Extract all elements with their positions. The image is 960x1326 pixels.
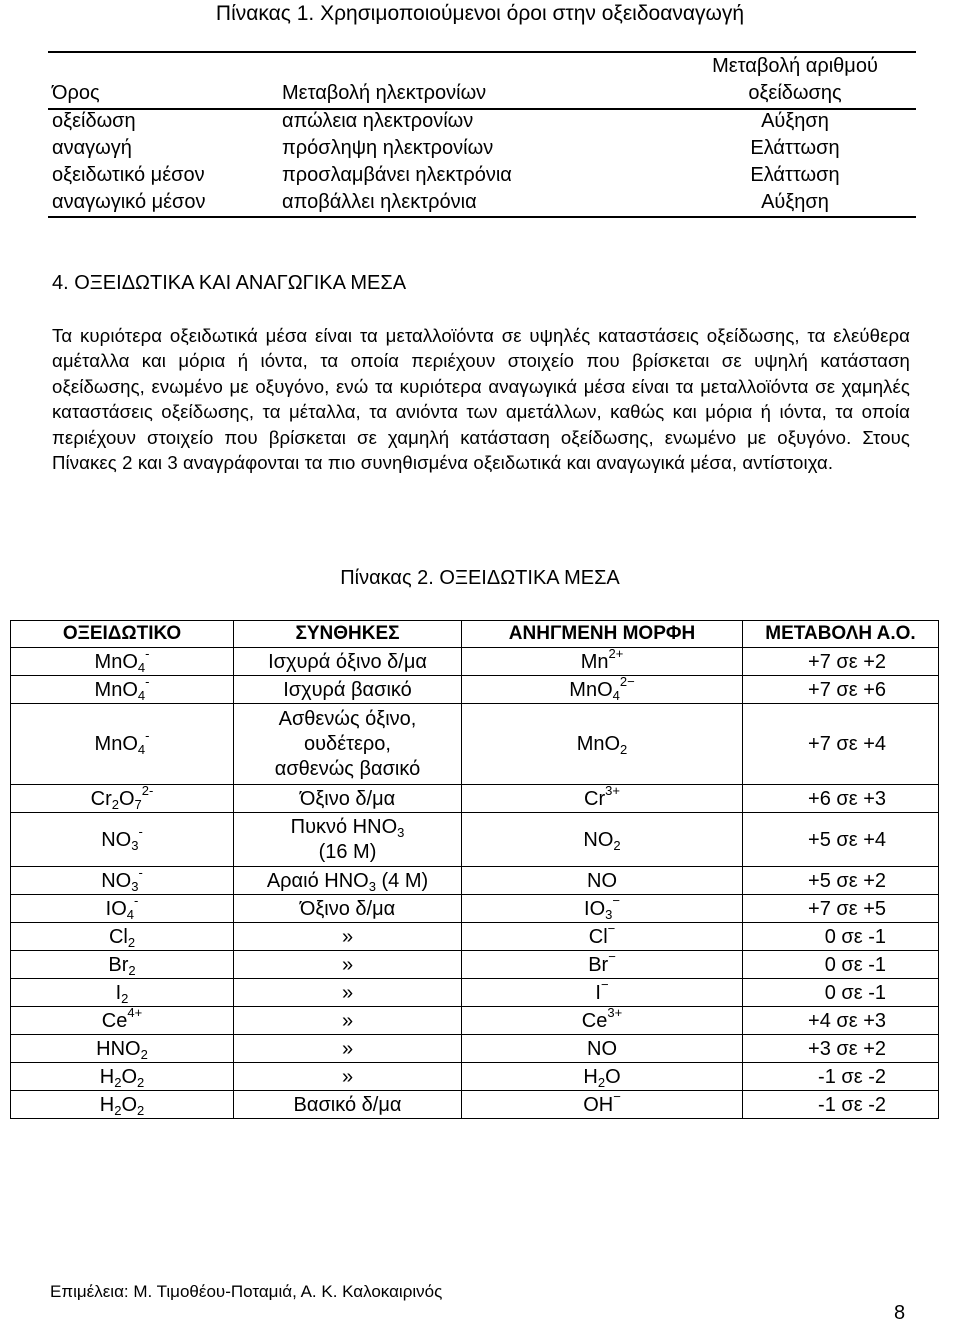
- table-row: [11, 1063, 939, 1091]
- reduced-form-cell: $H_2O$: [462, 1063, 743, 1091]
- oxidizer-cell: MnO$_4$-: [11, 704, 234, 785]
- col-header-reduced-form: ΑΝΗΓΜΕΝΗ ΜΟΡΦΗ: [462, 621, 743, 648]
- ox-change-cell: +7 σε +2: [743, 648, 939, 676]
- t1-header-electrons: Μεταβολή ηλεκτρονίων: [282, 82, 487, 104]
- t1-row-ox: Ελάττωση: [750, 164, 840, 186]
- reduced-form-cell: MnO$_4^{2-}$: [462, 676, 743, 704]
- reduced-form-cell: I−: [462, 979, 743, 1007]
- conditions-cell: »: [234, 951, 462, 979]
- ox-change-cell: +6 σε +3: [743, 785, 939, 813]
- reduced-form-cell: $Mn^{2+}$: [462, 648, 743, 676]
- table-row: [11, 676, 939, 704]
- t1-top-rule: [48, 51, 916, 53]
- conditions-cell: Βασικό δ/μα: [234, 1091, 462, 1119]
- conditions-cell: »: [234, 1035, 462, 1063]
- table-row: [11, 1035, 939, 1063]
- t1-row-ox: Αύξηση: [761, 110, 829, 132]
- table-row: [11, 951, 939, 979]
- oxidizer-cell: $I_2$: [11, 979, 234, 1007]
- oxidizer-cell: $IO_4^-$: [11, 895, 234, 923]
- reduced-form-cell: MnO$_2$: [462, 704, 743, 785]
- ox-change-cell: +5 σε +4: [743, 813, 939, 867]
- oxidizer-cell: MnO$_4$-: [11, 648, 234, 676]
- ox-change-cell: +3 σε +2: [743, 1035, 939, 1063]
- conditions-cell: »: [234, 1007, 462, 1035]
- oxidizer-cell: $H_2O_2$: [11, 1091, 234, 1119]
- body-paragraph: Τα κυριότερα οξειδωτικά μέσα είναι τα μεταλλοϊόντα σε υψηλές καταστάσεις οξείδωσης, τα ελεύθερα αμέταλλα και μόρια ή ιόντα, τα οποία περιέχουν στοιχείο που βρίσκεται σε υψηλή κατάσταση οξείδωσης, ενωμένο με οξυγόνο, ενώ τα κυριότερα αναγωγικά μέσα είναι τα μεταλλοϊόντα σε χαμηλές καταστάσεις οξείδωσης, τα μέταλλα, τα ανιόντα των αμετάλλων, καθώς και μόρια ή ιόντα, τα οποία περιέχουν στοιχείο που βρίσκεται σε χαμηλή κατάσταση οξείδωσης, ενωμένο με οξυγόνο. Στους Πίνακες 2 και 3 αναγράφονται τα πιο συνηθισμένα οξειδωτικά και αναγωγικά μέσα, αντίστοιχα.: [52, 325, 910, 474]
- table2-title: Πίνακας 2. ΟΞΕΙΔΩΤΙΚΑ ΜΕΣΑ: [340, 567, 620, 589]
- page-number: 8: [894, 1302, 906, 1324]
- ox-change-cell: -1 σε -2: [743, 1063, 939, 1091]
- table-row: [11, 979, 939, 1007]
- oxidizer-cell: $HNO_2$: [11, 1035, 234, 1063]
- table-row: [11, 1007, 939, 1035]
- footer-credits: Επιμέλεια: Μ. Τιμοθέου-Ποταμιά, Α. Κ. Καλοκαιρινός: [50, 1282, 443, 1301]
- t1-header-term: Όρος: [52, 82, 100, 104]
- conditions-cell: Αραιό $HNO_3$ (4 M): [234, 867, 462, 895]
- t1-row-term: αναγωγικό μέσον: [52, 191, 206, 213]
- conditions-cell: Ασθενώς όξινο, ουδέτερο, ασθενώς βασικό: [234, 704, 462, 785]
- conditions-cell: »: [234, 1063, 462, 1091]
- conditions-cell: »: [234, 923, 462, 951]
- table-row: [11, 895, 939, 923]
- ox-change-cell: 0 σε -1: [743, 923, 939, 951]
- t1-row-electrons: απώλεια ηλεκτρονίων: [282, 110, 474, 132]
- conditions-cell: Όξινο δ/μα: [234, 785, 462, 813]
- t1-header-ox-line1: Μεταβολή αριθμού: [712, 55, 878, 77]
- conditions-cell: Πυκνό $HNO_3$ (16 M): [234, 813, 462, 867]
- table-row: [11, 923, 939, 951]
- oxidizer-cell: $NO_3^-$: [11, 867, 234, 895]
- col-header-oxidizer: ΟΞΕΙΔΩΤΙΚΟ: [11, 621, 234, 648]
- oxidizer-cell: $H_2O_2$: [11, 1063, 234, 1091]
- ox-change-cell: +7 σε +6: [743, 676, 939, 704]
- table-row: [11, 785, 939, 813]
- oxidizers-table: [10, 620, 939, 1119]
- ox-change-cell: 0 σε -1: [743, 979, 939, 1007]
- oxidizer-cell: $Cr_2O_7^{2-}$: [11, 785, 234, 813]
- ox-change-cell: 0 σε -1: [743, 951, 939, 979]
- col-header-ox-change: ΜΕΤΑΒΟΛΗ Α.Ο.: [743, 621, 939, 648]
- col-header-conditions: ΣΥΝΘΗΚΕΣ: [234, 621, 462, 648]
- ox-change-cell: +7 σε +4: [743, 704, 939, 785]
- t1-header-ox-line2: οξείδωσης: [748, 82, 842, 104]
- t1-row-ox: Αύξηση: [761, 191, 829, 213]
- reduced-form-cell: NO: [462, 867, 743, 895]
- table1-title: Πίνακας 1. Χρησιμοποιούμενοι όροι στην οξειδοαναγωγή: [215, 2, 745, 25]
- reduced-form-cell: Cl−: [462, 923, 743, 951]
- table-row: [11, 813, 939, 867]
- t1-row-term: οξείδωση: [52, 110, 136, 132]
- oxidizer-cell: $NO_3^-$: [11, 813, 234, 867]
- t1-row-term: οξειδωτικό μέσον: [52, 164, 205, 186]
- reduced-form-cell: $IO_3^-$: [462, 895, 743, 923]
- oxidizer-cell: $Cl_2$: [11, 923, 234, 951]
- table-row: [11, 704, 939, 785]
- reduced-form-cell: NO: [462, 1035, 743, 1063]
- table-row: [11, 648, 939, 676]
- conditions-cell: Ισχυρά όξινο δ/μα: [234, 648, 462, 676]
- t1-bottom-rule: [48, 216, 916, 218]
- table-row: [11, 1091, 939, 1119]
- reduced-form-cell: $NO_2$: [462, 813, 743, 867]
- ox-change-cell: +7 σε +5: [743, 895, 939, 923]
- oxidizer-cell: $Ce^{4+}$: [11, 1007, 234, 1035]
- t1-row-ox: Ελάττωση: [750, 137, 840, 159]
- reduced-form-cell: OH−: [462, 1091, 743, 1119]
- conditions-cell: Ισχυρά βασικό: [234, 676, 462, 704]
- ox-change-cell: +5 σε +2: [743, 867, 939, 895]
- conditions-cell: »: [234, 979, 462, 1007]
- oxidizer-cell: $Br_2$: [11, 951, 234, 979]
- table-header-row: [11, 621, 939, 648]
- reduced-form-cell: Br−: [462, 951, 743, 979]
- ox-change-cell: -1 σε -2: [743, 1091, 939, 1119]
- section-heading: 4. ΟΞΕΙΔΩΤΙΚΑ ΚΑΙ ΑΝΑΓΩΓΙΚΑ ΜΕΣΑ: [52, 272, 407, 294]
- t1-row-electrons: προσλαμβάνει ηλεκτρόνια: [282, 164, 512, 186]
- conditions-cell: Όξινο δ/μα: [234, 895, 462, 923]
- reduced-form-cell: $Cr^{3+}$: [462, 785, 743, 813]
- t1-row-electrons: αποβάλλει ηλεκτρόνια: [282, 191, 477, 213]
- table-row: [11, 867, 939, 895]
- oxidizer-cell: MnO$_4$-: [11, 676, 234, 704]
- t1-row-term: αναγωγή: [52, 137, 132, 159]
- t1-row-electrons: πρόσληψη ηλεκτρονίων: [282, 137, 494, 159]
- ox-change-cell: +4 σε +3: [743, 1007, 939, 1035]
- reduced-form-cell: $Ce^{3+}$: [462, 1007, 743, 1035]
